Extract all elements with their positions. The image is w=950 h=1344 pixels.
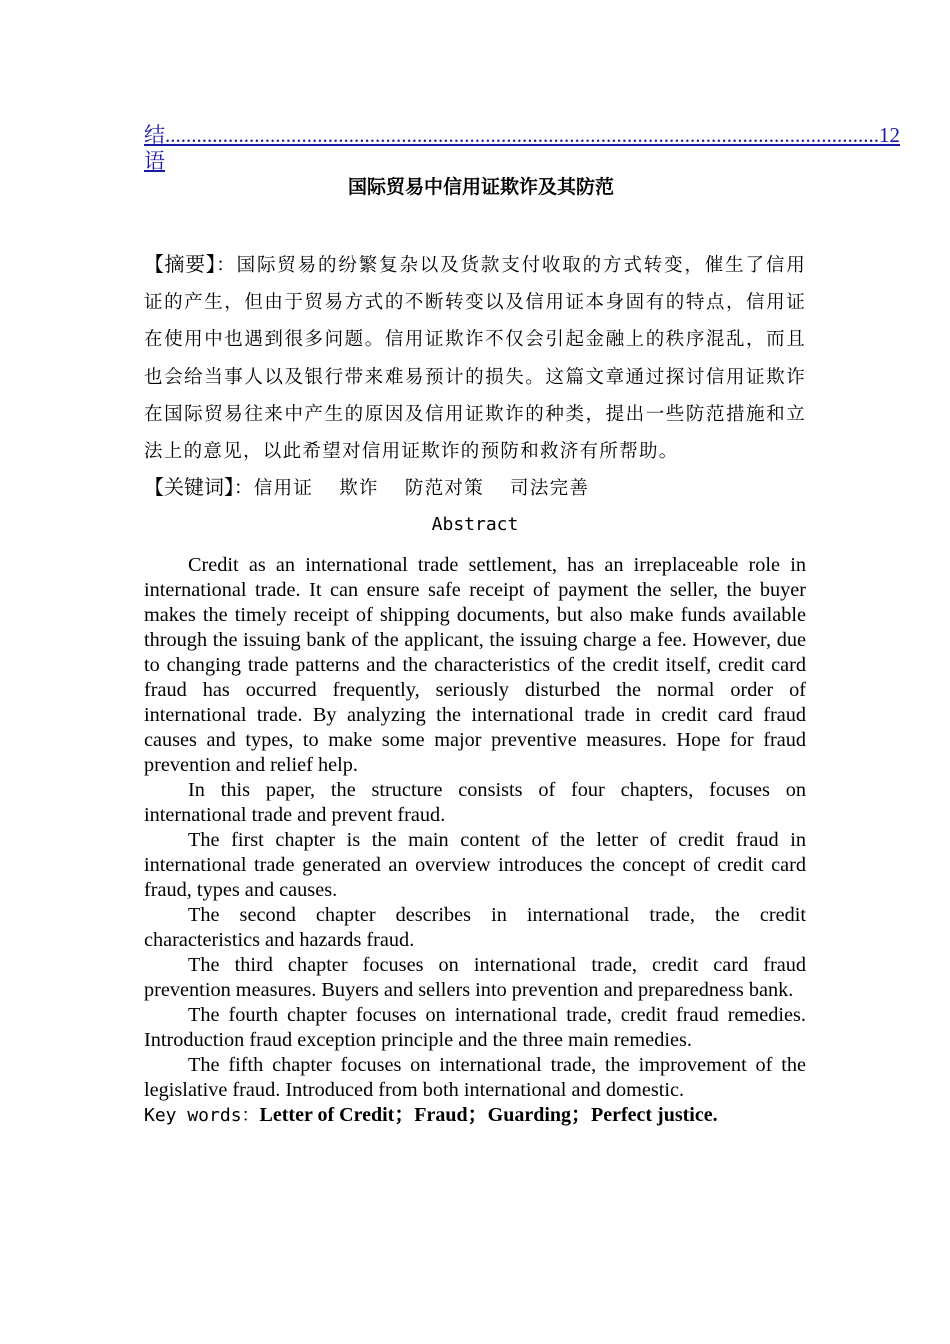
- chinese-abstract: [144, 246, 806, 470]
- english-abstract: [144, 553, 806, 1103]
- abstract-paragraph: The second chapter describes in international trade, the credit characteristics and hazards fraud.: [144, 904, 806, 952]
- toc-entry-conclusion[interactable]: [144, 122, 900, 174]
- english-keywords-values: Letter of Credit；Fraud；Guarding；Perfect justice.: [259, 1104, 718, 1127]
- english-keywords-separator: ：: [241, 1105, 260, 1127]
- toc-leader-dots: ........................................................................................................................................: [165, 123, 879, 147]
- english-keywords-label: Key words: [144, 1105, 242, 1127]
- english-keywords: [144, 1103, 806, 1128]
- abstract-paragraph: The fourth chapter focuses on international trade, credit fraud remedies. Introduction fraud exception principle and the three main remedies.: [144, 1004, 806, 1052]
- toc-entry-label[interactable]: 结语: [144, 123, 165, 173]
- english-abstract-heading: Abstract: [431, 514, 519, 536]
- abstract-paragraph: Credit as an international trade settlement, has an irreplaceable role in international trade. It can ensure safe receipt of payment the seller, the buyer makes the timely receipt of shipping documents, but also make funds available through the issuing bank of the applicant, the issuing charge a fee. However, due to changing trade patterns and the characteristics of the credit itself, credit card fraud has occurred frequently, seriously disturbed the normal order of international trade. By analyzing the international trade in credit card fraud causes and types, to make some major preventive measures. Hope for fraud prevention and relief help.: [144, 554, 806, 777]
- keyword-term: 司法完善: [510, 478, 590, 500]
- document-page: [144, 122, 900, 1128]
- chinese-abstract-separator: ：: [216, 255, 237, 276]
- paper-title: 国际贸易中信用证欺诈及其防范: [347, 176, 614, 198]
- chinese-keywords-separator: ：: [234, 478, 254, 500]
- keyword-term: 防范对策: [404, 478, 485, 500]
- chinese-abstract-text: 国际贸易的纷繁复杂以及货款支付收取的方式转变，催生了信用证的产生，但由于贸易方式的不断转变以及信用证本身固有的特点，信用证在使用中也遇到很多问题。信用证欺诈不仅会引起金融上的秩序混乱，而且也会给当事人以及银行带来难易预计的损失。这篇文章通过探讨信用证欺诈在国际贸易往来中产生的原因及信用证欺诈的种类，提出一些防范措施和立法上的意见，以此希望对信用证欺诈的预防和救济有所帮助。: [144, 255, 806, 463]
- abstract-paragraph: The fifth chapter focuses on international trade, the improvement of the legislative fraud. Introduced from both international and domestic.: [144, 1054, 806, 1102]
- abstract-paragraph: The first chapter is the main content of the letter of credit fraud in international trade generated an overview introduces the concept of credit card fraud, types and causes.: [144, 829, 806, 902]
- keyword-term: 欺诈: [339, 478, 379, 500]
- keyword-term: 信用证: [253, 478, 314, 500]
- abstract-paragraph: The third chapter focuses on international trade, credit card fraud prevention measures. Buyers and sellers into prevention and preparedness bank.: [144, 954, 806, 1002]
- chinese-abstract-label: 【摘要】: [144, 252, 217, 276]
- chinese-keywords: [144, 469, 806, 507]
- chinese-keywords-label: 【关键词】: [144, 475, 234, 500]
- abstract-paragraph: In this paper, the structure consists of four chapters, focuses on international trade and prevent fraud.: [144, 779, 806, 827]
- toc-page-number[interactable]: 12: [879, 123, 900, 147]
